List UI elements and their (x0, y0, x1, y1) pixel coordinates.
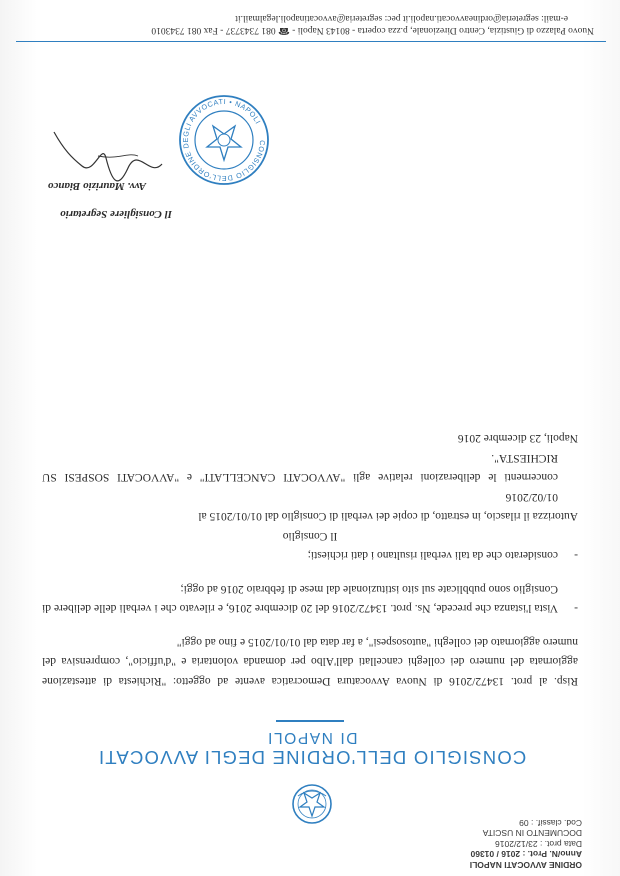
list-item-text: Vista l'istanza che precede, Ns. prot. 13472/2016 del 20 dicembre 2016, e rilevato che i verbali delle delibere di Consiglio sono pubblicate sul sito istituzionale dal mese di febbraio 2016 ad oggi; (42, 583, 558, 615)
header-title: CONSIGLIO DELL'ORDINE DEGLI AVVOCATI (97, 747, 527, 768)
list-item (42, 545, 578, 565)
stamp-line-3: Data prot. : 23/12/2016 (495, 839, 582, 849)
svg-text:CONSIGLIO DELL'ORDINE DEGLI AV (181, 97, 267, 183)
handwritten-signature (48, 126, 168, 186)
footer-address: Nuovo Palazzo di Giustizia, Centro Direzionale, p.zza coperta - 80143 Napoli - ☎ 081 7343737 - Fax 081 7343010 (151, 25, 594, 35)
list-item (42, 579, 578, 618)
signatory-title: Il Consigliere Segretario (60, 208, 172, 220)
council-heading: Il Consiglio (282, 530, 338, 542)
authorization-text: Autorizza il rilascio, in estratto, di copie dei verbali di Consiglio dal 01/01/2015 al (198, 510, 578, 523)
letter-body (42, 428, 578, 690)
authorization-date: 01/02/2016 (505, 491, 558, 503)
header-divider (276, 720, 344, 722)
stamp-line-5: Cod. classif. : 09 (519, 818, 582, 828)
list-item-text: considerato che da tali verbali risultano i dati richiesti; (307, 549, 558, 562)
protocol-stamp (470, 818, 582, 871)
reply-reference: Risp. al prot. 13472/2016 di Nuova Avvocatura Democratica avente ad oggetto: "Richiesta di attestazione aggiornata del numero dei colleghi cancellati dall'Albo per domanda volontaria e "d'ufficio", comprensiva del numero aggiornato dei colleghi "autosospesi", a far data dal 01/01/2015 e fino ad oggi" (42, 636, 578, 687)
authorization-continuation: concernenti le deliberazioni relative agli "AVVOCATI CANCELLATI" e "AVVOCATI SOSPESI SU RICHIESTA". (42, 452, 558, 484)
stamp-line-2: Anno/N. Prot. : 2016 / 01360 (470, 849, 582, 860)
bullet-dash: - (574, 549, 578, 562)
header-subtitle: DI NAPOLI (266, 729, 358, 746)
bullet-dash: - (574, 602, 578, 615)
stamp-line-4: DOCUMENTO IN USCITA (482, 828, 582, 839)
footer (38, 12, 598, 36)
stamp-line-1: ORDINE AVVOCATI NAPOLI (469, 860, 582, 870)
signatory-name: Avv. Maurizio Bianco (47, 180, 146, 192)
footer-contacts: e-mail: segreteria@ordineavvocati.napoli.it pec: segreteria@avvocatinapoli.legalmail.it (235, 13, 568, 23)
place-date: Napoli, 23 dicembre 2016 (457, 432, 578, 445)
republic-emblem-icon (290, 782, 334, 826)
council-seal-icon (178, 94, 270, 186)
seal-text: CONSIGLIO DELL'ORDINE DEGLI AVVOCATI • NAPOLI (180, 96, 268, 184)
footer-divider (16, 41, 606, 42)
